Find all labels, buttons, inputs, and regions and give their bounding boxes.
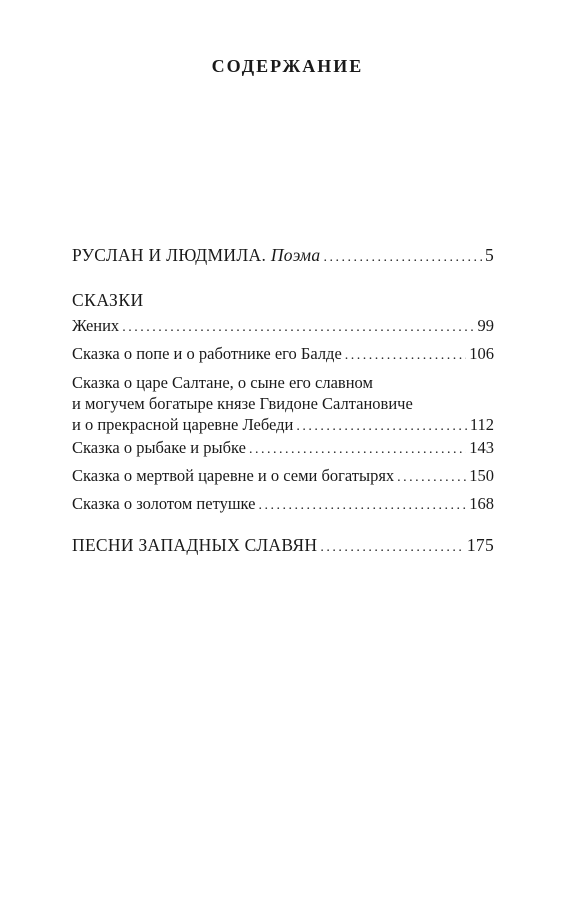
toc-entry-title: Сказка о мертвой царевне и о семи богатырях [72,466,395,485]
page-number: 150 [469,466,494,485]
section-heading-tales: СКАЗКИ [72,290,144,310]
toc-entry-title-line: и могучем богатыре князе Гвидоне Салтановиче [72,394,413,413]
page-number: 99 [477,316,494,335]
leader-dots [122,315,474,338]
page-number: 112 [469,415,494,434]
toc-entry-title: Сказка о рыбаке и рыбке [72,438,246,457]
toc-entry[interactable] [72,343,494,366]
leader-dots [323,245,482,268]
toc-entry-songs[interactable] [72,535,494,558]
toc-entry-title: Сказка о золотом петушке [72,494,256,513]
toc-entry[interactable] [72,493,494,516]
poem-subtitle: Поэма [270,245,321,265]
toc-entry-title [72,245,320,266]
toc-entry[interactable] [72,437,494,460]
leader-dots [258,493,466,516]
toc-entry[interactable] [72,372,494,437]
page-number: 143 [469,438,494,457]
toc-entry-title-line: и о прекрасной царевне Лебеди [72,415,294,434]
poem-title: РУСЛАН И ЛЮДМИЛА. [72,245,267,265]
page-number: 106 [469,344,494,363]
leader-dots [397,465,466,488]
leader-dots [249,437,466,460]
page-number: 168 [469,494,494,513]
toc-entry-title: Сказка о попе и о работнике его Балде [72,344,342,363]
leader-dots [345,343,466,366]
toc-entry-poem[interactable] [72,245,494,268]
toc-entry-title-line: Сказка о царе Салтане, о сыне его славном [72,373,373,392]
page-title: СОДЕРЖАНИЕ [211,56,364,76]
toc-entry[interactable] [72,465,494,488]
toc-entry-title: Жених [72,316,120,335]
leader-dots [296,414,466,437]
leader-dots [320,535,464,558]
toc-entry-title: ПЕСНИ ЗАПАДНЫХ СЛАВЯН [72,535,318,555]
page-number: 175 [466,535,494,555]
page-number: 5 [484,245,494,265]
toc-entry[interactable] [72,315,494,338]
